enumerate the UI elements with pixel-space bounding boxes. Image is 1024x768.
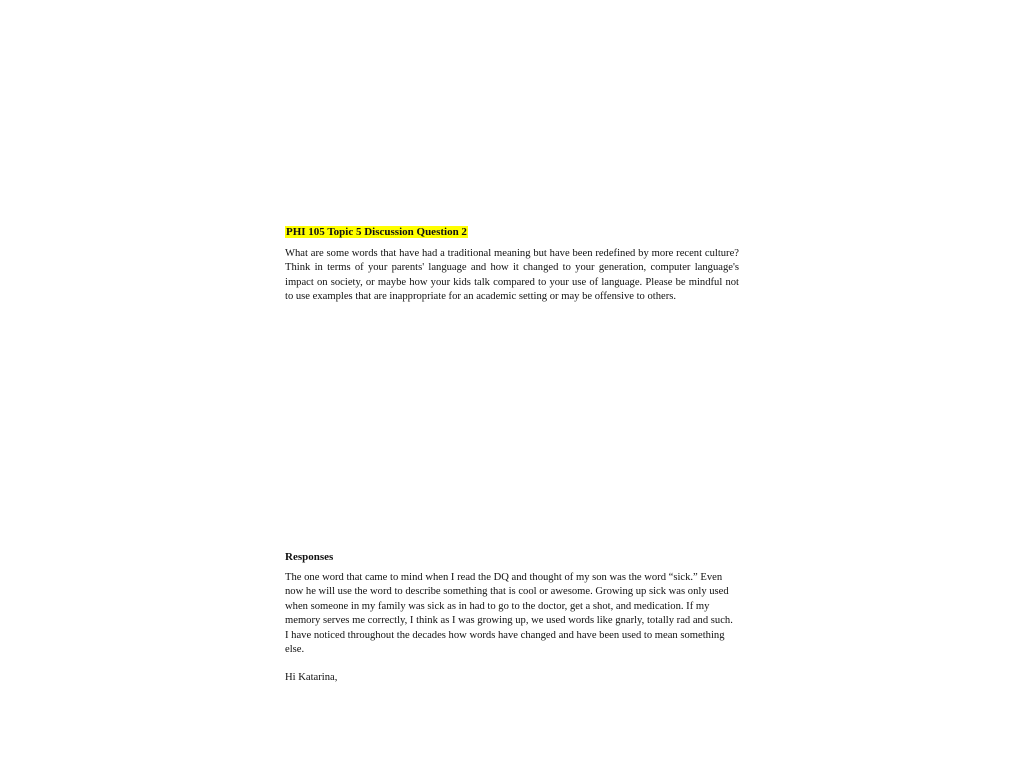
document-title xyxy=(285,225,739,240)
responses-heading: Responses xyxy=(285,551,334,563)
reply-greeting: Hi Katarina, xyxy=(285,672,338,684)
question-section xyxy=(285,225,739,305)
discussion-question: What are some words that have had a traditional meaning but have been redefined by more recent culture? Think in terms of your parents' language and how it changed to your generation, computer language's impact on society, or maybe how your kids talk compared to your use of language. Please be mindful not to use examples that are inappropriate for an academic setting or may be offensive to others. xyxy=(285,248,739,303)
responses-section xyxy=(285,550,739,686)
response-paragraph: The one word that came to mind when I read the DQ and thought of my son was the word “sick.” Even now he will use the word to describe something that is cool or awesome. Growing up sick was only used when someone in my family was sick as in had to go to the doctor, get a shot, and medication. If my memory serves me correctly, I think as I was growing up, we used words like gnarly, totally rad and such. I have noticed throughout the decades how words have changed and have been used to mean something else. xyxy=(285,572,733,656)
title-highlight: PHI 105 Topic 5 Discussion Question 2 xyxy=(286,226,467,238)
